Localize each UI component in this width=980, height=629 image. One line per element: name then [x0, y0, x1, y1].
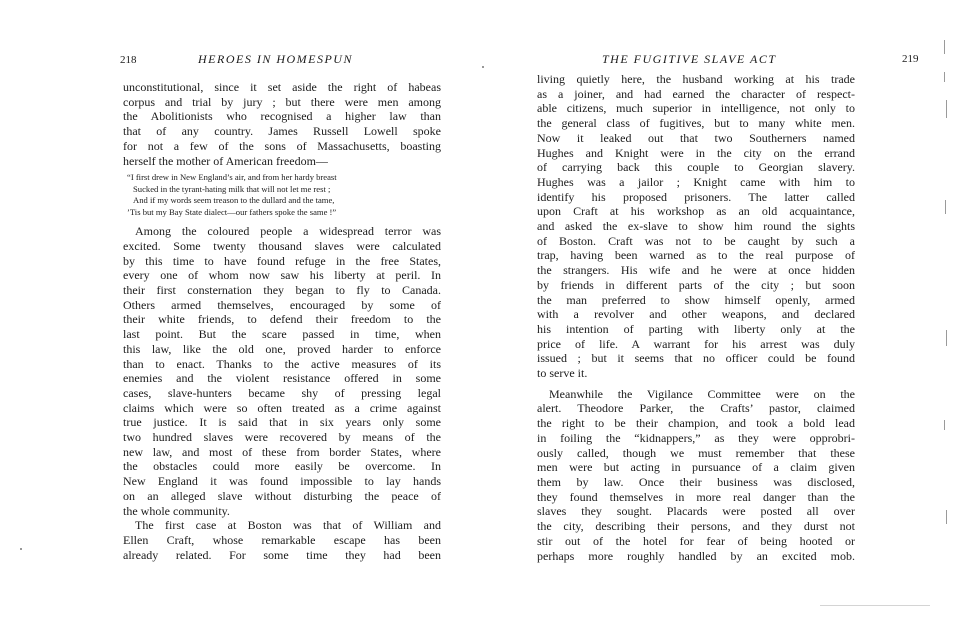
text-line: upon Craft at his workshop as an old acquaintance, — [537, 204, 855, 219]
text-line: in foiling the “kidnappers,” as they were opprobri- — [537, 430, 855, 445]
text-line: Now it leaked out that two Southerners named — [537, 130, 855, 145]
text-line: true justice. It is said that in six years only some — [123, 415, 441, 430]
text-line: the city, describing their persons, and they durst not — [537, 519, 855, 534]
text-line: the man preferred to show himself openly, armed — [537, 292, 855, 307]
text-line: claims which were so often treated as a crime against — [123, 400, 441, 415]
margin-mark — [946, 100, 947, 118]
text-line: them by law. Once their business was disclosed, — [537, 474, 855, 489]
text-line: ously called, though we must remember that these — [537, 445, 855, 460]
text-line: the general class of fugitives, but to many white men. — [537, 116, 855, 131]
text-line: living quietly here, the husband working at his trade — [537, 72, 855, 86]
right-running-title: THE FUGITIVE SLAVE ACT — [602, 52, 777, 66]
text-line: The first case at Boston was that of William and — [135, 518, 441, 533]
text-line: Ellen Craft, whose remarkable escape has been — [123, 532, 441, 547]
verse-quotation — [127, 172, 441, 218]
text-line: already related. For some time they had been — [123, 547, 441, 562]
text-line: Hughes and Knight were in the city on the errand — [537, 145, 855, 160]
right-page — [490, 0, 980, 629]
text-line: that of any country. James Russell Lowell spoke — [123, 124, 441, 139]
verse-line: And if my words seem treason to the dullard and the tame, — [133, 195, 335, 206]
text-line: able citizens, much superior in intelligence, not only to — [537, 101, 855, 116]
text-line: their first consternation they began to fly to Canada. — [123, 283, 441, 298]
text-line: two hundred slaves were recovered by means of the — [123, 430, 441, 445]
left-paragraph-3 — [123, 518, 441, 562]
text-line: and asked the ex-slave to show him round the sights — [537, 219, 855, 234]
margin-mark — [944, 72, 945, 82]
text-line: last point. But the scare passed in time, when — [123, 327, 441, 342]
right-paragraph-1 — [537, 72, 855, 381]
text-line: men were but acting in pursuance of a claim given — [537, 460, 855, 475]
left-running-title: HEROES IN HOMESPUN — [198, 52, 353, 66]
margin-mark — [946, 510, 947, 524]
text-line: perhaps more roughly handled by an excited mob. — [537, 548, 855, 563]
left-paragraph-2 — [123, 224, 441, 518]
text-line: issued ; but it seems that no officer could be found — [537, 351, 855, 366]
scan-speck — [482, 66, 484, 68]
text-line: New England it was found impossible to lay hands — [123, 474, 441, 489]
text-line: of Boston. Craft was not to be caught by such a — [537, 233, 855, 248]
left-running-head — [120, 52, 450, 67]
right-paragraph-2 — [537, 387, 855, 563]
right-page-number: 219 — [902, 53, 919, 65]
bottom-edge-mark — [820, 605, 930, 606]
text-line: Hughes was a jailor ; Knight came with him to — [537, 174, 855, 189]
text-line: price of life. A warrant for his arrest was duly — [537, 336, 855, 351]
text-line: by friends in different parts of the city ; but soon — [537, 277, 855, 292]
verse-line: ’Tis but my Bay State dialect—our fathers spoke the same !” — [127, 206, 337, 217]
verse-line: Sucked in the tyrant-hating milk that will not let me rest ; — [133, 183, 331, 194]
text-line: his intention of parting with liberty only at the — [537, 321, 855, 336]
margin-mark — [944, 40, 945, 54]
text-line: of carrying back this couple to Georgian slavery. — [537, 160, 855, 175]
text-line: by this time to have found refuge in the free States, — [123, 253, 441, 268]
text-line: the right to be their champion, and took a bold lead — [537, 416, 855, 431]
text-line: herself the mother of American freedom— — [123, 153, 328, 168]
text-line: their white friends, to defend their freedom to the — [123, 312, 441, 327]
text-line: identify his proposed prisoners. The latter called — [537, 189, 855, 204]
text-line: they found themselves in more real danger than the — [537, 489, 855, 504]
text-line: Others armed themselves, encouraged by some of — [123, 297, 441, 312]
text-line: cases, slave-hunters became shy of pressing legal — [123, 385, 441, 400]
text-line: as a joiner, and had earned the character of respect- — [537, 86, 855, 101]
text-line: the obstacles could more easily be overcome. In — [123, 459, 441, 474]
text-line: the whole community. — [123, 503, 230, 518]
text-line: on an alleged slave without disturbing the peace of — [123, 488, 441, 503]
text-line: than to enact. Thanks to the active measures of its — [123, 356, 441, 371]
scan-speck — [20, 548, 22, 550]
text-line: enemies and the violent resistance offered in some — [123, 371, 441, 386]
text-line: the strangers. His wife and he were at once hidden — [537, 263, 855, 278]
text-line: the Abolitionists who recognised a higher law than — [123, 109, 441, 124]
margin-mark — [946, 330, 947, 346]
text-line: with a revolver and other weapons, and declared — [537, 307, 855, 322]
text-line: alert. Theodore Parker, the Crafts’ pastor, claimed — [537, 401, 855, 416]
text-line: slaves they sought. Placards were posted all over — [537, 504, 855, 519]
right-body-text — [537, 72, 855, 563]
text-line: Meanwhile the Vigilance Committee were on the — [549, 386, 855, 401]
text-line: to serve it. — [537, 366, 588, 381]
left-body-text — [123, 80, 441, 562]
verse-line: “I first drew in New England’s air, and from her hardy breast — [127, 172, 337, 183]
text-line: for not a few of the sons of Massachusetts, boasting — [123, 138, 441, 153]
text-line: new law, and most of these from border States, where — [123, 444, 441, 459]
text-line: stir out of the hotel for fear of being hooted or — [537, 533, 855, 548]
text-line: this law, like the old one, proved harder to enforce — [123, 341, 441, 356]
text-line: excited. Some twenty thousand slaves were calculated — [123, 238, 441, 253]
margin-mark — [945, 200, 946, 214]
text-line: trap, having been warned as to the real purpose of — [537, 248, 855, 263]
text-line: Among the coloured people a widespread terror was — [135, 224, 441, 239]
right-running-head — [602, 52, 922, 67]
text-line: every one of whom now saw his liberty at peril. In — [123, 268, 441, 283]
left-page-number: 218 — [120, 54, 137, 66]
text-line: unconstitutional, since it set aside the right of habeas — [123, 80, 441, 94]
margin-mark — [944, 420, 945, 430]
text-line: corpus and trial by jury ; but there were men among — [123, 94, 441, 109]
left-paragraph-1 — [123, 80, 441, 168]
